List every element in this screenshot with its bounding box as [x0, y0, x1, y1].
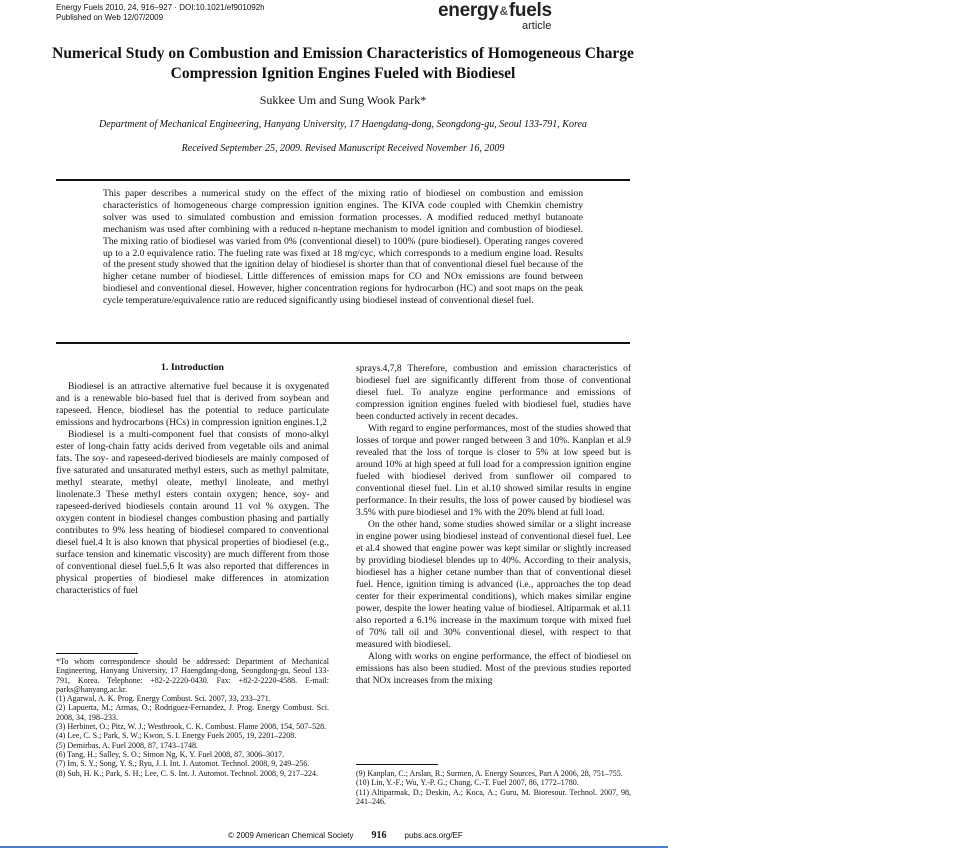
body-paragraph: On the other hand, some studies showed similar or a slight increase in engine power using biodiesel instead of conventional diesel fuel. Lee et al.4 showed that engine power was kept similar or slightly increased by providing biodiesel blendes up to 40%. According to their analysis, biodiesel has a higher cetane number than that of conventional diesel fuel. Hence, ignition timing is advanced (i.e., approaches the top dead center for their experimental conditions), which makes similar engine power, despite the lower heating value of biodiesel. Altiparmak et al.11 also reported a 6.1% increase in the maximum torque with mixed fuel of 70% tall oil and 30% conventional diesel, with respect to that measured with biodiesel.	[356, 520, 631, 650]
footnotes-left	[56, 657, 329, 778]
reference-item: (5) Demirbas, A. Fuel 2008, 87, 1743–1748.	[56, 740, 198, 750]
reference-item: (4) Lee, C. S.; Park, S. W.; Kwon, S. I. Energy Fuels 2005, 19, 2201–2208.	[56, 731, 297, 741]
footnotes-right	[356, 769, 631, 806]
page-number: 916	[371, 830, 387, 841]
footnote-rule	[356, 764, 438, 765]
paper-authors: Sukkee Um and Sung Wook Park*	[259, 93, 427, 107]
logo-word-energy: energy	[438, 0, 499, 21]
paper-title: Numerical Study on Combustion and Emission Characteristics of Homogeneous Charge Compression Ignition Engines Fueled with Biodiesel	[52, 45, 634, 82]
reference-item: (8) Suh, H. K.; Park, S. H.; Lee, C. S. Int. J. Automot. Technol. 2008, 9, 217–224.	[56, 768, 318, 778]
published-date: Published on Web 12/07/2009	[56, 13, 164, 22]
reference-item: (7) Im, S. Y.; Song, Y. S.; Ryu, J. I. Int. J. Automot. Technol. 2008, 9, 249–256.	[56, 759, 310, 769]
journal-url: pubs.acs.org/EF	[404, 831, 463, 840]
page-footer	[228, 830, 463, 841]
journal-citation: Energy Fuels 2010, 24, 916–927 · DOI:10.1021/ef901092h	[56, 3, 265, 12]
author-affiliation: Department of Mechanical Engineering, Hanyang University, 17 Haengdang-dong, Seongdong-gu, Seoul 133-791, Korea	[99, 119, 587, 130]
journal-header	[56, 3, 265, 23]
right-column	[356, 363, 631, 687]
section-heading: 1. Introduction	[161, 362, 224, 373]
viewer-bottom-border	[0, 846, 668, 848]
reference-item: (11) Altiparmak, D.; Deskin, A.; Koca, A.; Guru, M. Bioresour. Technol. 2007, 98, 241–246.	[356, 787, 631, 806]
correspondence-note: *To whom correspondence should be addressed: Department of Mechanical Engineering, Hanyang University, 17 Haengdang-dong, Seongdong-gu, Seoul 133-791, Korea. Telephone: +82-2-2220-0430. Fax: +82-2-2220-4588. E-mail: parks@hanyang.ac.kr.	[56, 657, 329, 694]
abstract-text: This paper describes a numerical study on the effect of the mixing ratio of biodiesel on combustion and emission characteristics of homogeneous charge compression ignition engines. The KIVA code coupled with Chemkin chemistry solver was used to simulated combustion and emission formation processes. A modified reduced methyl butanoate mechanism was used after combining with a reduced n-heptane mechanism to model ignition and combustion of biodiesel. The mixing ratio of biodiesel was varied from 0% (conventional diesel) to 100% (pure biodiesel). Operating ranges covered up to a 2.0 equivalence ratio. The fueling rate was fixed at 18 mg/cyc, which corresponds to a medium engine load. Results of the present study showed that the ignition delay of biodiesel is shorter than that of conventional diesel fuel because of the higher cetane number of biodiesel. Little differences of emission maps for CO and NOx emissions are found between biodiesel and conventional diesel. However, higher concentration regions for hydrocarbon (HC) and soot maps on the peak cycle temperature/equivalence ratio are reduced significantly using biodiesel instead of conventional diesel fuel.	[103, 188, 583, 307]
body-paragraph: Biodiesel is a multi-component fuel that consists of mono-alkyl ester of long-chain fatty acids derived from vegetable oils and animal fats. The soy- and rapeseed-derived biodiesels are mainly composed of five saturated and unsaturated methyl esters, such as methyl palmitate, methyl stearate, methyl oleate, methyl linoleate, and methyl linolenate.3 These methyl esters contain oxygen; hence, soy- and rapeseed-derived biodiesels contain around 11 vol % oxygen. The oxygen content in biodiesel changes combustion phasing and partially contributes to 9% less heating of biodiesel compared to conventional diesel fuel.4 It is also known that physical properties of biodiesel (e.g., surface tension and kinematic viscosity) are much different from those of conventional diesel fuel.5,6 It was also reported that differences in physical properties of biodiesel make differences in atomization characteristics of fuel	[56, 430, 329, 596]
reference-item: (1) Agarwal, A. K. Prog. Energy Combust. Sci. 2007, 33, 233–271.	[56, 694, 271, 704]
abstract-bottom-rule	[56, 342, 630, 344]
logo-word-fuels: fuels	[508, 0, 552, 21]
reference-item: (2) Lapuerta, M.; Armas, O.; Rodriguez-Fernandez, J. Prog. Energy Combust. Sci. 2008, 34, 198–233.	[56, 703, 329, 722]
received-dates: Received September 25, 2009. Revised Manuscript Received November 16, 2009	[181, 143, 505, 154]
article-type-label: article	[522, 20, 552, 32]
left-column	[56, 362, 329, 597]
reference-item: (6) Tang, H.; Salley, S. O.; Simon Ng, K. Y. Fuel 2008, 87, 3006–3017.	[56, 749, 285, 759]
footnote-rule	[56, 653, 138, 654]
logo-ampersand-icon: &	[499, 3, 508, 18]
reference-item: (10) Lin, Y.-F.; Wu, Y.-P. G.; Chang, C.-T. Fuel 2007, 86, 1772–1780.	[356, 778, 579, 788]
body-paragraph: sprays.4,7,8 Therefore, combustion and emission characteristics of biodiesel fuel are significantly different from those of conventional diesel fuel. To analyze engine performance and emissions of compression ignition engines fueled with biodiesel fuel, studies have been conducted actively in recent decades.	[356, 364, 631, 422]
reference-item: (3) Herbinet, O.; Pitz, W. J.; Westbrook, C. K. Combust. Flame 2008, 154, 507–528.	[56, 722, 327, 732]
viewer-background	[668, 0, 960, 852]
reference-item: (9) Kanplan, C.; Arslan, R.; Surmen, A. Energy Sources, Part A 2006, 28, 751–755.	[356, 769, 623, 778]
abstract-top-rule	[56, 179, 630, 181]
body-paragraph: With regard to engine performances, most of the studies showed that losses of torque and power ranged between 3 and 10%. Kanplan et al.9 revealed that the loss of torque is closer to 5% at low speed but is around 10% at high speed at full load for a compression ignition engine fueled with biodiesel derived from sunflower oil compared to conventional diesel fuel. Lin et al.10 showed similar results in engine performance. In their results, the loss of power caused by biodiesel was 3.5% with pure biodiesel and 1% with the 20% blend at full load.	[356, 424, 631, 518]
journal-logo	[438, 0, 552, 22]
body-paragraph: Along with works on engine performance, the effect of biodiesel on emissions has also been studied. Most of the previous studies reported that NOx increases from the mixing	[356, 652, 631, 686]
body-paragraph: Biodiesel is an attractive alternative fuel because it is oxygenated and is a renewable bio-based fuel that is derived from soybean and rapeseed. Hence, biodiesel has the potential to reduce particulate emissions and hydrocarbons (HCs) in compression ignition engines.1,2	[56, 382, 329, 428]
copyright-notice: © 2009 American Chemical Society	[228, 831, 354, 840]
